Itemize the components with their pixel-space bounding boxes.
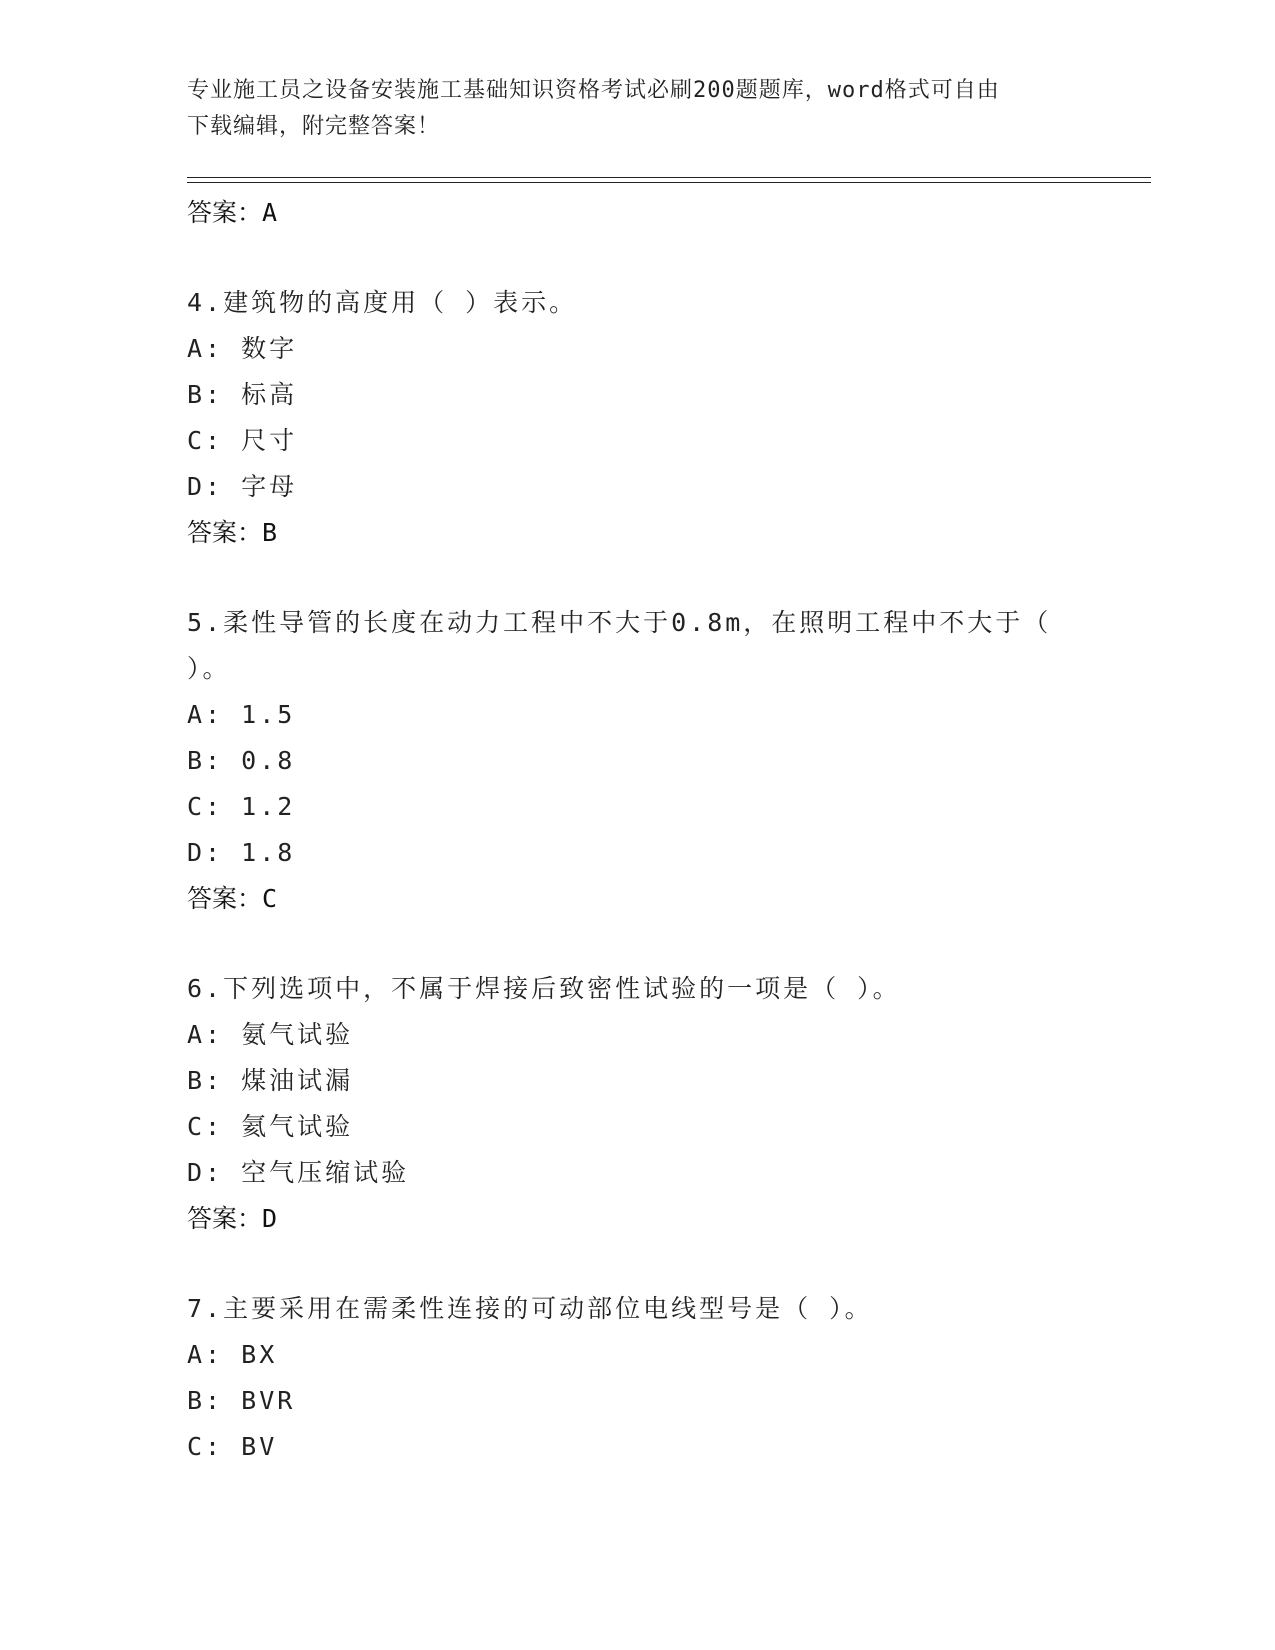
- option-a: A: 数字: [187, 334, 298, 363]
- header-divider-bottom: [187, 182, 1151, 183]
- header-line-1: 专业施工员之设备安装施工基础知识资格考试必刷200题题库，word格式可自由: [187, 78, 1000, 103]
- option-c: C: BV: [187, 1432, 278, 1461]
- header-line-2: 下载编辑，附完整答案！: [187, 114, 441, 139]
- question-stem-continued: ）。: [187, 654, 231, 683]
- answer: 答案：B: [187, 518, 278, 547]
- question-stem: 4.建筑物的高度用（ ）表示。: [187, 288, 578, 317]
- question-list: [187, 190, 1087, 1470]
- question-5: [187, 600, 1087, 922]
- option-b: B: 煤油试漏: [187, 1066, 354, 1095]
- question-7: [187, 1286, 1087, 1470]
- option-b: B: 0.8: [187, 746, 296, 775]
- option-b: B: BVR: [187, 1386, 296, 1415]
- option-d: D: 1.8: [187, 838, 296, 867]
- option-b: B: 标高: [187, 380, 298, 409]
- answer: 答案：C: [187, 884, 278, 913]
- option-a: A: 1.5: [187, 700, 296, 729]
- option-d: D: 空气压缩试验: [187, 1158, 410, 1187]
- option-c: C: 尺寸: [187, 426, 298, 455]
- question-4: [187, 280, 1087, 556]
- answer-q3: 答案：A: [187, 198, 278, 227]
- document-header: [187, 73, 1087, 145]
- option-a: A: BX: [187, 1340, 278, 1369]
- question-stem: 7.主要采用在需柔性连接的可动部位电线型号是（ ）。: [187, 1294, 873, 1323]
- question-6: [187, 966, 1087, 1242]
- header-divider-top: [187, 177, 1151, 178]
- question-stem: 6.下列选项中，不属于焊接后致密性试验的一项是（ ）。: [187, 974, 901, 1003]
- answer: 答案：D: [187, 1204, 278, 1233]
- option-a: A: 氨气试验: [187, 1020, 354, 1049]
- option-c: C: 1.2: [187, 792, 296, 821]
- option-d: D: 字母: [187, 472, 298, 501]
- question-stem: 5.柔性导管的长度在动力工程中不大于0.8m，在照明工程中不大于（: [187, 608, 1052, 637]
- option-c: C: 氦气试验: [187, 1112, 354, 1141]
